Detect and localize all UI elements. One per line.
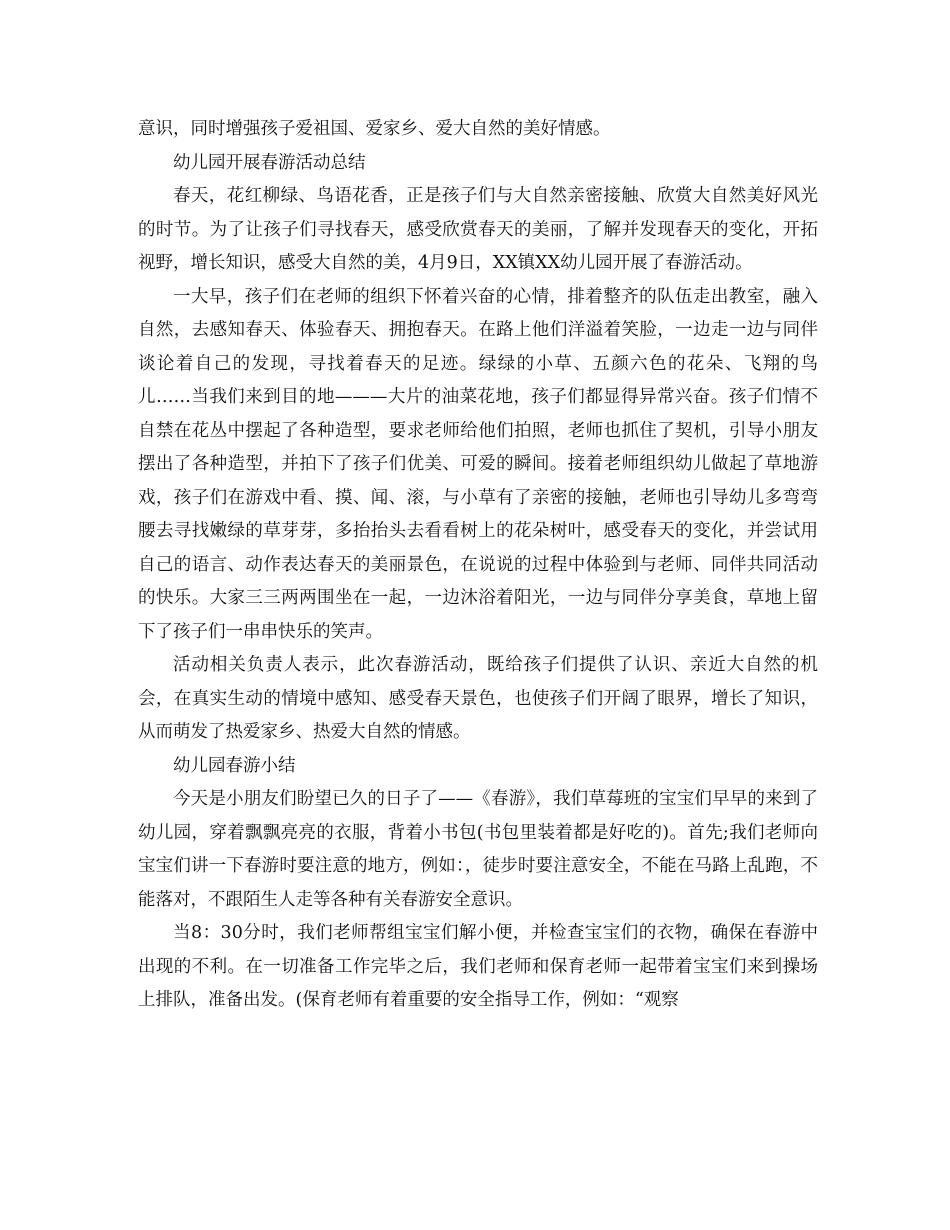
paragraph-spring-intro: 春天，花红柳绿、鸟语花香，正是孩子们与大自然亲密接触、欣赏大自然美好风光的时节。为了让孩子们寻找春天，感受欣赏春天的美丽，了解并发现春天的变化，开拓视野，增长知识，感受大自然的美，4月9日，XX镇XX幼儿园开展了春游活动。 [138,186,818,273]
paragraph-preparation: 当8：30分时，我们老师帮组宝宝们解小便，并检查宝宝们的衣物，确保在春游中出现的不利。在一切准备工作完毕之后，我们老师和保育老师一起带着宝宝们来到操场上排队，准备出发。(保育老师有着重要的安全指导工作，例如：“观察 [138,923,818,1010]
paragraph-continuation: 意识，同时增强孩子爱祖国、爱家乡、爱大自然的美好情感。 [138,119,611,139]
paragraph-organizer-remarks: 活动相关负责人表示，此次春游活动，既给孩子们提供了认识、亲近大自然的机会，在真实生动的情境中感知、感受春天景色，也使孩子们开阔了眼界，增长了知识，从而萌发了热爱家乡、热爱大自然的情感。 [138,655,818,742]
paragraph-outing-day: 今天是小朋友们盼望已久的日子了——《春游》，我们草莓班的宝宝们早早的来到了幼儿园，穿着飘飘亮亮的衣服，背着小书包(书包里装着都是好吃的)。首先;我们老师向宝宝们讲一下春游时要注意的地方，例如：，徒步时要注意安全，不能在马路上乱跑，不能落对，不跟陌生人走等各种有关春游安全意识。 [138,789,818,910]
paragraph-morning-activities: 一大早，孩子们在老师的组织下怀着兴奋的心情，排着整齐的队伍走出教室，融入自然，去感知春天、体验春天、拥抱春天。在路上他们洋溢着笑脸，一边走一边与同伴谈论着自己的发现，寻找着春天的足迹。绿绿的小草、五颜六色的花朵、飞翔的鸟儿……当我们来到目的地———大片的油菜花地，孩子们都显得异常兴奋。孩子们情不自禁在花丛中摆起了各种造型，要求老师给他们拍照，老师也抓住了契机，引导小朋友摆出了各种造型，并拍下了孩子们优美、可爱的瞬间。接着老师组织幼儿做起了草地游戏，孩子们在游戏中看、摸、闻、滚，与小草有了亲密的接触，老师也引导幼儿多弯弯腰去寻找嫩绿的草芽芽，多抬抬头去看看树上的花朵树叶，感受春天的变化，并尝试用自己的语言、动作表达春天的美丽景色，在说说的过程中体验到与老师、同伴共同活动的快乐。大家三三两两围坐在一起，一边沐浴着阳光，一边与同伴分享美食，草地上留下了孩子们一串串快乐的笑声。 [138,286,818,642]
section-heading-spring-outing-summary: 幼儿园开展春游活动总结 [173,152,366,173]
section-heading-spring-outing-brief: 幼儿园春游小结 [173,755,296,776]
document-body [138,113,818,1018]
